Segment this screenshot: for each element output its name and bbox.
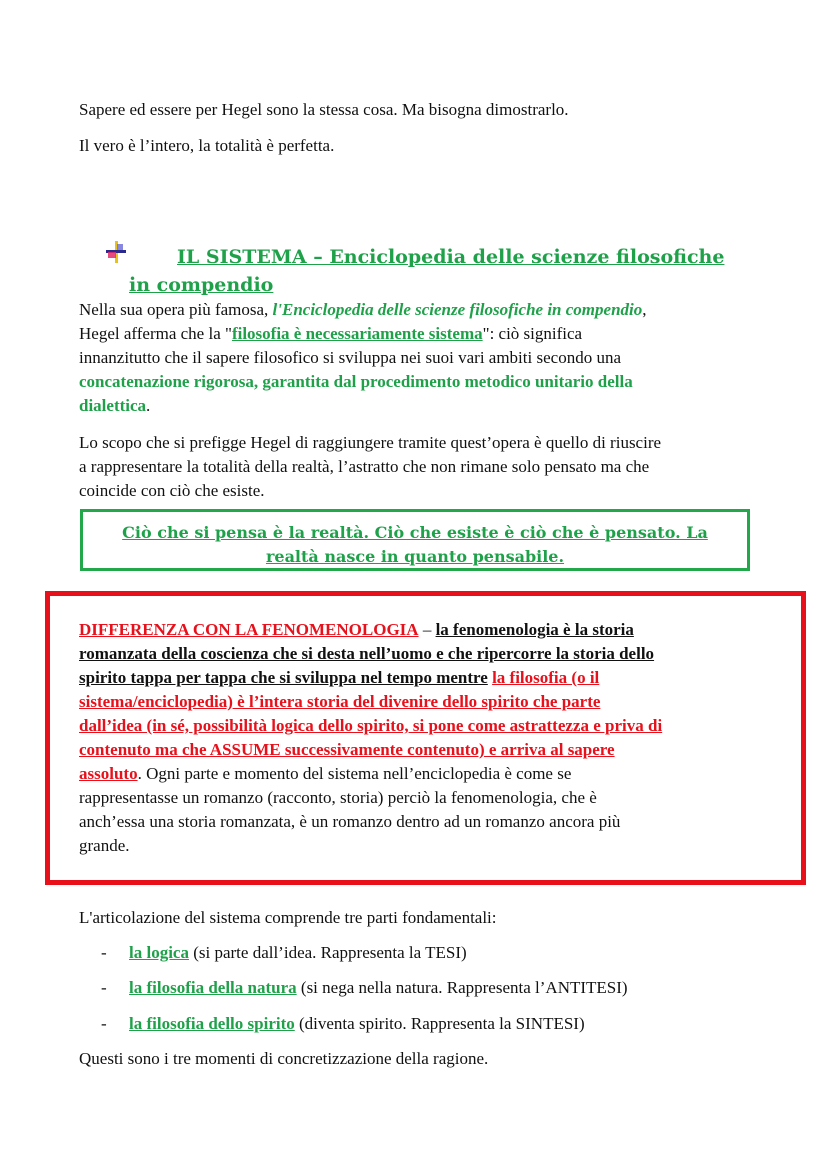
quote-line-1: Ciò che si pensa è la realtà. Ciò che esiste è ciò che è pensato. La bbox=[122, 523, 708, 542]
text: innanzitutto che il sapere filosofico si sviluppa nei suoi vari ambiti secondo una bbox=[79, 348, 621, 367]
text: sistema/enciclopedia) è l’intera storia del divenire dello spirito che parte bbox=[79, 692, 601, 711]
text: anch’essa una storia romanzata, è un romanzo dentro ad un romanzo ancora più bbox=[79, 812, 621, 831]
text: a rappresentare la totalità della realtà, l’astratto che non rimane solo pensato ma che bbox=[79, 457, 650, 476]
paragraph-scopo bbox=[79, 431, 749, 503]
closing-sentence: Questi sono i tre momenti di concretizzazione della ragione. bbox=[79, 1049, 489, 1068]
difference-title: DIFFERENZA CON LA FENOMENOLOGIA bbox=[79, 620, 419, 639]
list-term: la filosofia della natura bbox=[129, 978, 297, 997]
text: coincide con ciò che esiste. bbox=[79, 481, 265, 500]
key-phrase: concatenazione rigorosa, garantita dal procedimento metodico unitario della bbox=[79, 372, 633, 391]
heading-line-2: in compendio bbox=[129, 274, 274, 296]
list-desc: (si parte dall’idea. Rappresenta la TESI) bbox=[188, 943, 467, 962]
intro-line-1: Sapere ed essere per Hegel sono la stessa cosa. Ma bisogna dimostrarlo. bbox=[79, 100, 569, 119]
articolazione-intro: L'articolazione del sistema comprende tre parti fondamentali: bbox=[79, 908, 497, 927]
quote-line-2: realtà nasce in quanto pensabile. bbox=[265, 547, 565, 566]
list-desc: (si nega nella natura. Rappresenta l’ANTITESI) bbox=[296, 978, 628, 997]
key-phrase: filosofia è necessariamente sistema bbox=[231, 324, 483, 343]
quote-box bbox=[80, 509, 750, 571]
list-item bbox=[79, 941, 759, 965]
difference-text bbox=[79, 618, 759, 858]
list-term: la filosofia dello spirito bbox=[129, 1014, 295, 1033]
list-dash: - bbox=[101, 978, 107, 997]
heading-line-1: IL SISTEMA – Enciclopedia delle scienze filosofiche bbox=[177, 246, 725, 268]
list-item bbox=[79, 1012, 759, 1036]
text: ": ciò significa bbox=[482, 324, 583, 343]
paragraph-sistema bbox=[79, 298, 749, 418]
text: grande. bbox=[79, 836, 130, 855]
text: spirito tappa per tappa che si sviluppa nel tempo mentre bbox=[79, 668, 488, 687]
list-term: la logica bbox=[129, 943, 189, 962]
intro-line-2: Il vero è l’intero, la totalità è perfetta. bbox=[79, 136, 335, 155]
text: . bbox=[146, 396, 151, 415]
text: . Ogni parte e momento del sistema nell’enciclopedia è come se bbox=[137, 764, 572, 783]
list-dash: - bbox=[101, 1014, 107, 1033]
list-dash: - bbox=[101, 943, 107, 962]
list-desc: (diventa spirito. Rappresenta la SINTESI) bbox=[294, 1014, 585, 1033]
key-phrase: dialettica bbox=[79, 396, 147, 415]
list-item bbox=[79, 976, 759, 1000]
cross-bullet-icon bbox=[104, 240, 128, 264]
text: assoluto bbox=[79, 764, 138, 783]
text: , bbox=[642, 300, 647, 319]
text: contenuto ma che ASSUME successivamente contenuto) e arriva al sapere bbox=[79, 740, 615, 759]
text: Lo scopo che si prefigge Hegel di raggiungere tramite quest’opera è quello di riuscire bbox=[79, 433, 662, 452]
text: – bbox=[418, 620, 436, 639]
text: la filosofia (o il bbox=[492, 668, 600, 687]
section-heading bbox=[129, 243, 769, 299]
text: la fenomenologia è la storia bbox=[435, 620, 634, 639]
text: rappresentasse un romanzo (racconto, storia) perciò la fenomenologia, che è bbox=[79, 788, 597, 807]
text: dall’idea (in sé, possibilità logica dello spirito, si pone come astrattezza e priva di bbox=[79, 716, 663, 735]
text: Hegel afferma che la " bbox=[79, 324, 232, 343]
work-title: l'Enciclopedia delle scienze filosofiche in compendio bbox=[272, 300, 643, 319]
text: Nella sua opera più famosa, bbox=[79, 300, 273, 319]
text: romanzata della coscienza che si desta nell’uomo e che ripercorre la storia dello bbox=[79, 644, 655, 663]
